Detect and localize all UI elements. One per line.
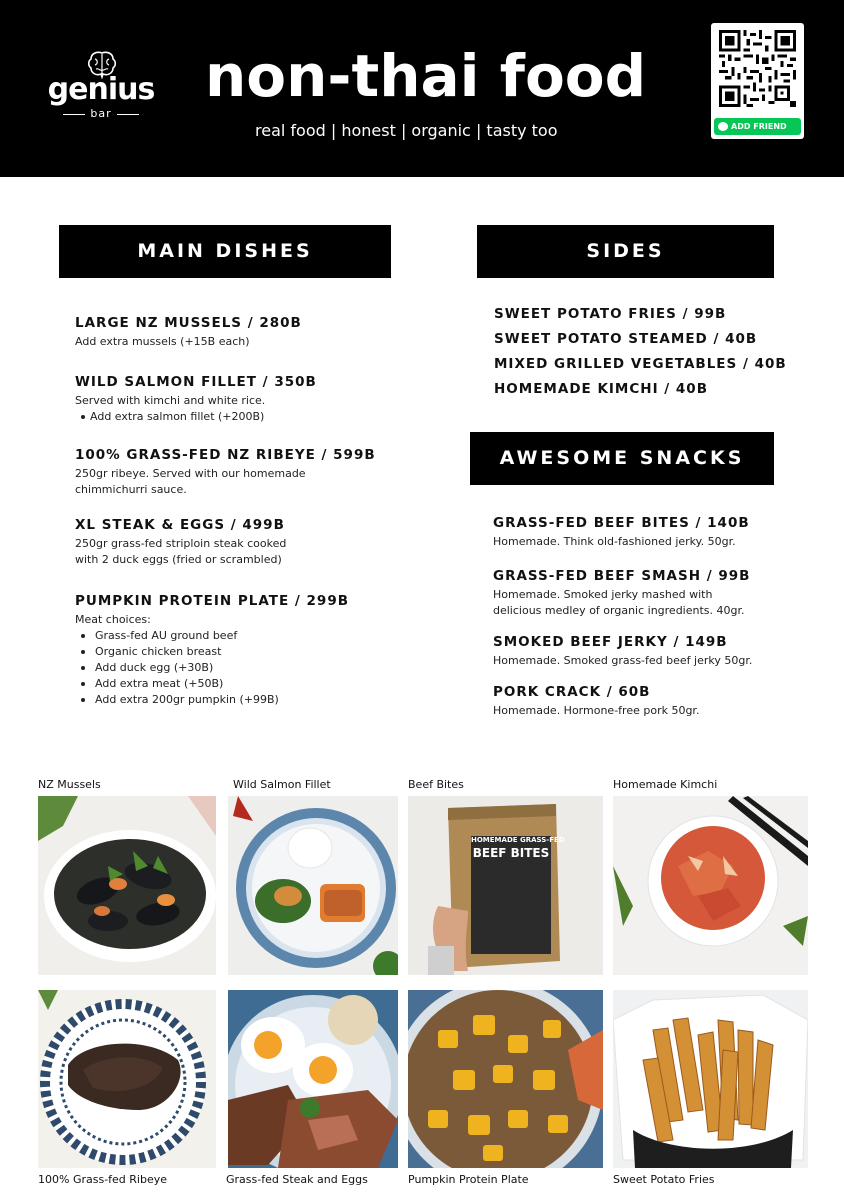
- desc-line: Homemade. Smoked jerky mashed with: [493, 588, 713, 601]
- beef-bites-package-label: [471, 836, 565, 860]
- desc-line: delicious medley of organic ingredients. 40gr.: [493, 604, 745, 617]
- side-item: SWEET POTATO FRIES / 99B: [494, 306, 727, 322]
- snack-item: [493, 634, 752, 669]
- menu-item: [75, 517, 286, 568]
- snack-item-desc: [493, 587, 750, 619]
- menu-item: [75, 593, 349, 708]
- tagline: real food | honest | organic | tasty too: [255, 121, 558, 140]
- menu-item-option: Add duck egg (+30B): [75, 660, 349, 676]
- photo-beef-bites: [408, 796, 603, 975]
- side-item: HOMEMADE KIMCHI / 40B: [494, 381, 708, 397]
- photo-wild-salmon: [228, 796, 398, 975]
- desc-line: 250gr grass-fed striploin steak cooked: [75, 537, 287, 550]
- photo-caption: Sweet Potato Fries: [613, 1173, 715, 1186]
- photo-sweet-potato-fries: [613, 990, 808, 1168]
- photo-ribeye: [38, 990, 216, 1168]
- desc-line: with 2 duck eggs (fried or scrambled): [75, 553, 282, 566]
- photo-nz-mussels: [38, 796, 216, 975]
- logo-subtext: bar: [46, 107, 156, 120]
- menu-item-name: XL STEAK & EGGS / 499B: [75, 517, 285, 533]
- menu-item-name: PUMPKIN PROTEIN PLATE / 299B: [75, 593, 350, 609]
- desc-line: 250gr ribeye. Served with our homemade: [75, 467, 306, 480]
- qr-code-icon: [719, 30, 796, 107]
- sides-heading: SIDES: [477, 225, 774, 278]
- photo-caption: Grass-fed Steak and Eggs: [226, 1173, 368, 1186]
- menu-item: [75, 374, 317, 425]
- photo-pumpkin-protein-plate: [408, 990, 603, 1168]
- snack-item-name: GRASS-FED BEEF SMASH / 99B: [493, 568, 751, 584]
- menu-item-option: Grass-fed AU ground beef: [75, 628, 349, 644]
- desc-line: Homemade. Hormone-free pork 50gr.: [493, 704, 700, 717]
- menu-item-options: [75, 409, 317, 425]
- photo-caption: NZ Mussels: [38, 778, 101, 791]
- snack-item-name: GRASS-FED BEEF BITES / 140B: [493, 515, 750, 531]
- snack-item: [493, 568, 750, 619]
- menu-item: [75, 447, 376, 498]
- menu-item: [75, 315, 302, 350]
- side-item: MIXED GRILLED VEGETABLES / 40B: [494, 356, 787, 372]
- genius-bar-logo: [46, 50, 156, 120]
- menu-item-name: WILD SALMON FILLET / 350B: [75, 374, 317, 390]
- add-friend-label: ADD FRIEND: [731, 122, 787, 131]
- photo-homemade-kimchi: [613, 796, 808, 975]
- menu-item-desc: [75, 466, 376, 498]
- menu-item-desc: Add extra mussels (+15B each): [75, 335, 250, 348]
- snack-item-name: SMOKED BEEF JERKY / 149B: [493, 634, 728, 650]
- menu-item-option: Add extra meat (+50B): [75, 676, 349, 692]
- snacks-heading: AWESOME SNACKS: [470, 432, 774, 485]
- menu-item-options: [75, 628, 349, 708]
- photo-caption: Wild Salmon Fillet: [233, 778, 331, 791]
- menu-item-name: 100% GRASS-FED NZ RIBEYE / 599B: [75, 447, 376, 463]
- photo-caption: Pumpkin Protein Plate: [408, 1173, 529, 1186]
- logo-wordmark: genius: [47, 72, 155, 107]
- package-brand: HOMEMADE GRASS-FED: [471, 836, 565, 844]
- header-banner: [0, 0, 844, 177]
- snack-item-desc: [493, 653, 752, 669]
- main-dishes-heading: MAIN DISHES: [59, 225, 391, 278]
- photo-caption: Homemade Kimchi: [613, 778, 718, 791]
- sides-list: [494, 302, 787, 402]
- side-item: SWEET POTATO STEAMED / 40B: [494, 331, 758, 347]
- snack-item-desc: [493, 703, 699, 719]
- photo-steak-and-eggs: [228, 990, 398, 1168]
- snack-item: [493, 684, 699, 719]
- photo-caption: Beef Bites: [408, 778, 464, 791]
- desc-line: chimmichurri sauce.: [75, 483, 187, 496]
- menu-item-desc: [75, 536, 286, 568]
- add-friend-button[interactable]: [714, 118, 801, 135]
- desc-line: Homemade. Smoked grass-fed beef jerky 50gr.: [493, 654, 753, 667]
- snack-item-name: PORK CRACK / 60B: [493, 684, 651, 700]
- menu-item-name: LARGE NZ MUSSELS / 280B: [75, 315, 302, 331]
- menu-item-desc: Meat choices:: [75, 613, 151, 626]
- page-title: non-thai food: [205, 42, 647, 110]
- desc-line: Homemade. Think old-fashioned jerky. 50gr.: [493, 535, 736, 548]
- package-title: BEEF BITES: [472, 846, 550, 860]
- menu-item-desc: Served with kimchi and white rice.: [75, 394, 266, 407]
- snack-item: [493, 515, 750, 550]
- photo-caption: 100% Grass-fed Ribeye: [38, 1173, 168, 1186]
- menu-item-option: Add extra salmon fillet (+200B): [75, 409, 317, 425]
- line-qr-card[interactable]: [711, 23, 804, 139]
- menu-item-option: Organic chicken breast: [75, 644, 349, 660]
- line-logo-icon: [718, 122, 728, 131]
- menu-item-option: Add extra 200gr pumpkin (+99B): [75, 692, 349, 708]
- snack-item-desc: [493, 534, 750, 550]
